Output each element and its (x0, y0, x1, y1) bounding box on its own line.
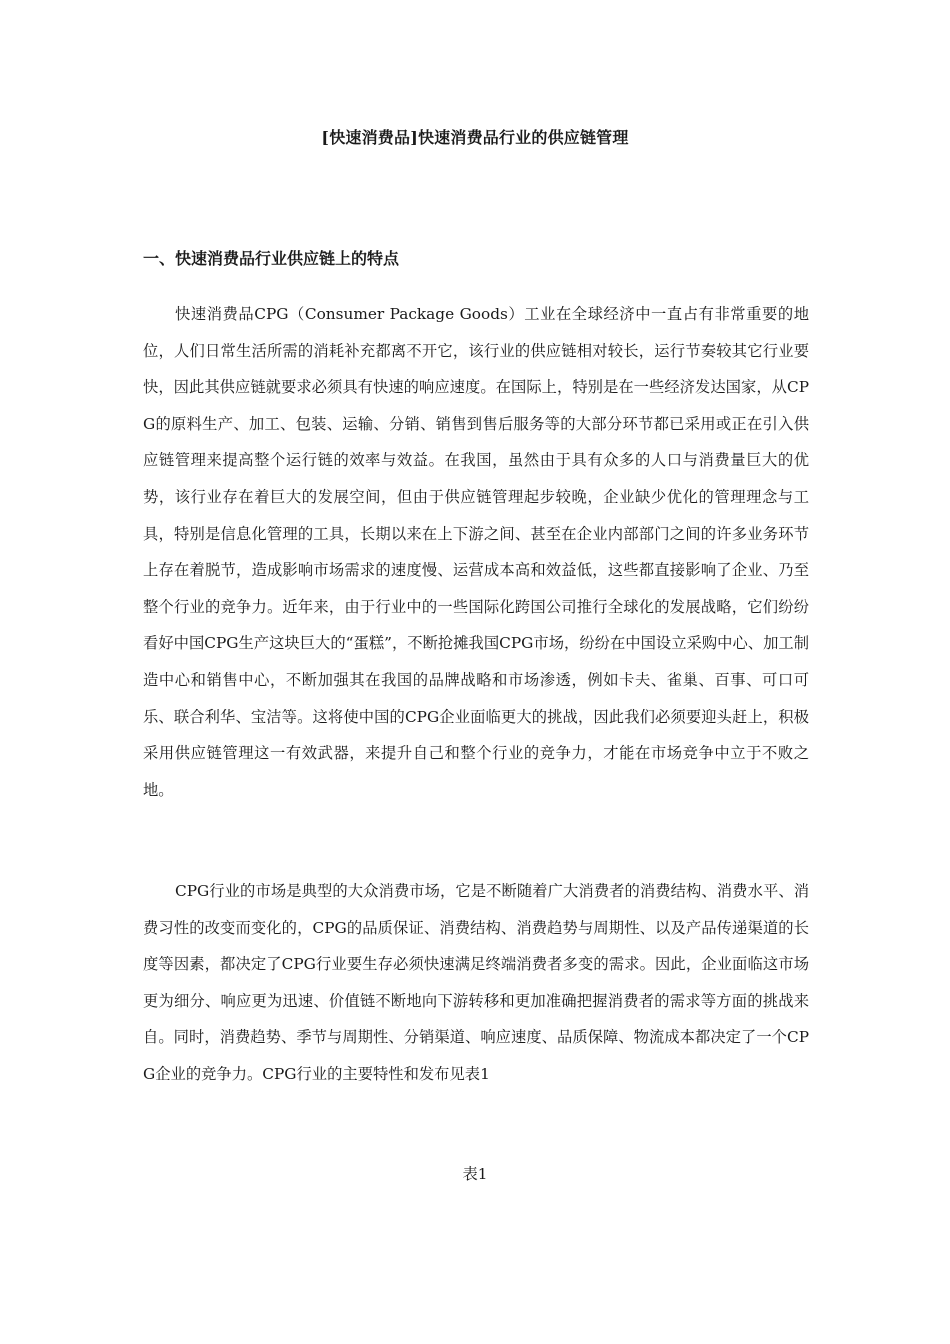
table-caption: 表1 (462, 1165, 488, 1183)
section-heading: 一、快速消费品行业供应链上的特点 (143, 249, 400, 268)
body-paragraph-1: 快速消费品CPG（Consumer Package Goods）工业在全球经济中一直占有非常重要的地位，人们日常生活所需的消耗补充都离不开它，该行业的供应链相对较长，运行节奏较其它行业要快，因此其供应链就要求必须具有快速的响应速度。在国际上，特别是在一些经济发达国家，从CPG的原料生产、加工、包装、运输、分销、销售到售后服务等的大部分环节都已采用或正在引入供应链管理来提高整个运行链的效率与效益。在我国，虽然由于具有众多的人口与消费量巨大的优势，该行业存在着巨大的发展空间，但由于供应链管理起步较晚，企业缺少优化的管理理念与工具，特别是信息化管理的工具，长期以来在上下游之间、甚至在企业内部部门之间的许多业务环节上存在着脱节，造成影响市场需求的速度慢、运营成本高和效益低，这些都直接影响了企业、乃至整个行业的竞争力。近年来，由于行业中的一些国际化跨国公司推行全球化的发展战略，它们纷纷看好中国CPG生产这块巨大的“蛋糕”，不断抢摊我国CPG市场，纷纷在中国设立采购中心、加工制造中心和销售中心，不断加强其在我国的品牌战略和市场渗透，例如卡夫、雀巢、百事、可口可乐、联合利华、宝洁等。这将使中国的CPG企业面临更大的挑战，因此我们必须要迎头赶上，积极采用供应链管理这一有效武器，来提升自己和整个行业的竞争力，才能在市场竞争中立于不败之地。 (143, 305, 809, 799)
body-paragraph-2: CPG行业的市场是典型的大众消费市场，它是不断随着广大消费者的消费结构、消费水平、消费习性的改变而变化的，CPG的品质保证、消费结构、消费趋势与周期性、以及产品传递渠道的长度等因素，都决定了CPG行业要生存必须快速满足终端消费者多变的需求。因此，企业面临这市场更为细分、响应更为迅速、价值链不断地向下游转移和更加准确把握消费者的需求等方面的挑战来自。同时，消费趋势、季节与周期性、分销渠道、响应速度、品质保障、物流成本都决定了一个CPG企业的竞争力。CPG行业的主要特性和发布见表1 (143, 882, 809, 1083)
document-title: [快速消费品]快速消费品行业的供应链管理 (321, 128, 629, 147)
